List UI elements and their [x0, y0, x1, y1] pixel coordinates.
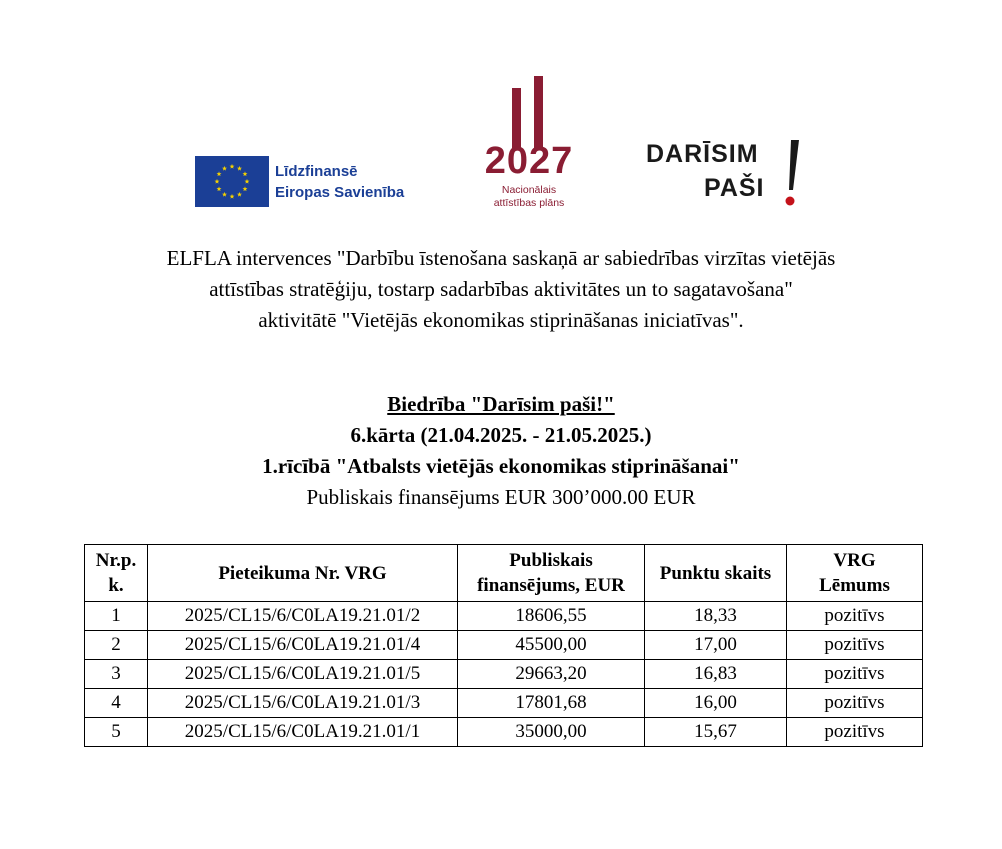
eu-star-icon	[237, 192, 242, 197]
table-row	[85, 718, 923, 747]
cell-points: 16,00	[645, 689, 787, 718]
national-development-plan-logo	[474, 76, 584, 212]
eu-cofinancing-logo	[195, 156, 404, 207]
cell-funding: 29663,20	[458, 660, 645, 689]
cell-application: 2025/CL15/6/C0LA19.21.01/4	[148, 631, 458, 660]
darisim-logo-line1: DARĪSIM	[646, 140, 759, 168]
cell-application: 2025/CL15/6/C0LA19.21.01/3	[148, 689, 458, 718]
cell-decision: pozitīvs	[787, 689, 923, 718]
cell-application: 2025/CL15/6/C0LA19.21.01/1	[148, 718, 458, 747]
logo-npl-line1: Nacionālais	[501, 184, 557, 196]
eu-star-icon	[243, 186, 248, 191]
eu-star-icon	[237, 166, 242, 171]
cell-points: 18,33	[645, 602, 787, 631]
header-funding-line2: finansējums, EUR	[477, 575, 625, 596]
header-decision-line2: Lēmums	[819, 575, 890, 596]
eu-star-icon	[217, 186, 222, 191]
cell-nr: 2	[85, 631, 148, 660]
eu-star-icon	[217, 171, 222, 176]
cell-funding: 17801,68	[458, 689, 645, 718]
public-funding-total: Publiskais finansējums EUR 300’000.00 EUR	[306, 485, 696, 509]
table-row	[85, 602, 923, 631]
eu-star-icon	[230, 194, 235, 199]
header-funding-line1: Publiskais	[509, 550, 593, 571]
table-row	[85, 689, 923, 718]
call-round: 6.kārta (21.04.2025. - 21.05.2025.)	[350, 423, 652, 447]
eu-logo-line2: Eiropas Savienība	[275, 183, 405, 201]
header-nr	[85, 545, 148, 602]
exclamation-icon	[784, 138, 800, 208]
darisim-logo-line2: PAŠI	[704, 174, 765, 202]
darisim-pasi-logo	[646, 140, 806, 212]
cell-points: 17,00	[645, 631, 787, 660]
eu-star-icon	[222, 166, 227, 171]
cell-funding: 45500,00	[458, 631, 645, 660]
cell-nr: 3	[85, 660, 148, 689]
organization-name: Biedrība "Darīsim paši!"	[387, 392, 615, 416]
cell-application: 2025/CL15/6/C0LA19.21.01/2	[148, 602, 458, 631]
eu-star-icon	[230, 164, 235, 169]
cell-funding: 18606,55	[458, 602, 645, 631]
intro-paragraph	[60, 243, 942, 336]
header-points: Punktu skaits	[645, 545, 787, 602]
cell-points: 15,67	[645, 718, 787, 747]
eu-star-icon	[222, 192, 227, 197]
logo-bar-right	[534, 76, 543, 148]
logo-year: 2027	[484, 140, 574, 182]
results-table	[84, 544, 923, 747]
intro-line-2: attīstības stratēģiju, tostarp sadarbības aktivitātes un to sagatavošana"	[209, 277, 793, 301]
eu-logo-text	[275, 161, 404, 203]
header-funding	[458, 545, 645, 602]
table-row	[85, 660, 923, 689]
logo-npl-line2: attīstības plāns	[493, 197, 565, 209]
eu-star-icon	[243, 171, 248, 176]
intro-line-1: ELFLA intervences "Darbību īstenošana saskaņā ar sabiedrības virzītas vietējās	[166, 246, 836, 270]
cell-nr: 4	[85, 689, 148, 718]
header-decision	[787, 545, 923, 602]
eu-star-icon	[215, 179, 220, 184]
cell-application: 2025/CL15/6/C0LA19.21.01/5	[148, 660, 458, 689]
logo-bar-left	[512, 88, 521, 148]
eu-star-icon	[245, 179, 250, 184]
header-nr-line1: Nr.p.	[95, 550, 137, 571]
cell-decision: pozitīvs	[787, 602, 923, 631]
table-row	[85, 631, 923, 660]
measure-title: 1.rīcībā "Atbalsts vietējās ekonomikas stiprināšanai"	[262, 454, 740, 478]
header-decision-line1: VRG	[833, 550, 876, 571]
cell-decision: pozitīvs	[787, 660, 923, 689]
eu-flag-icon	[195, 156, 269, 207]
header-application: Pieteikuma Nr. VRG	[148, 545, 458, 602]
cell-decision: pozitīvs	[787, 631, 923, 660]
header-nr-line2: k.	[108, 575, 124, 596]
cell-funding: 35000,00	[458, 718, 645, 747]
cell-points: 16,83	[645, 660, 787, 689]
results-heading	[60, 389, 942, 513]
eu-logo-line1: Līdzfinansē	[275, 162, 358, 180]
cell-nr: 1	[85, 602, 148, 631]
logo-npl-text	[474, 184, 584, 210]
table-header-row	[85, 545, 923, 602]
cell-nr: 5	[85, 718, 148, 747]
cell-decision: pozitīvs	[787, 718, 923, 747]
intro-line-3: aktivitātē "Vietējās ekonomikas stiprināšanas iniciatīvas".	[258, 308, 744, 332]
